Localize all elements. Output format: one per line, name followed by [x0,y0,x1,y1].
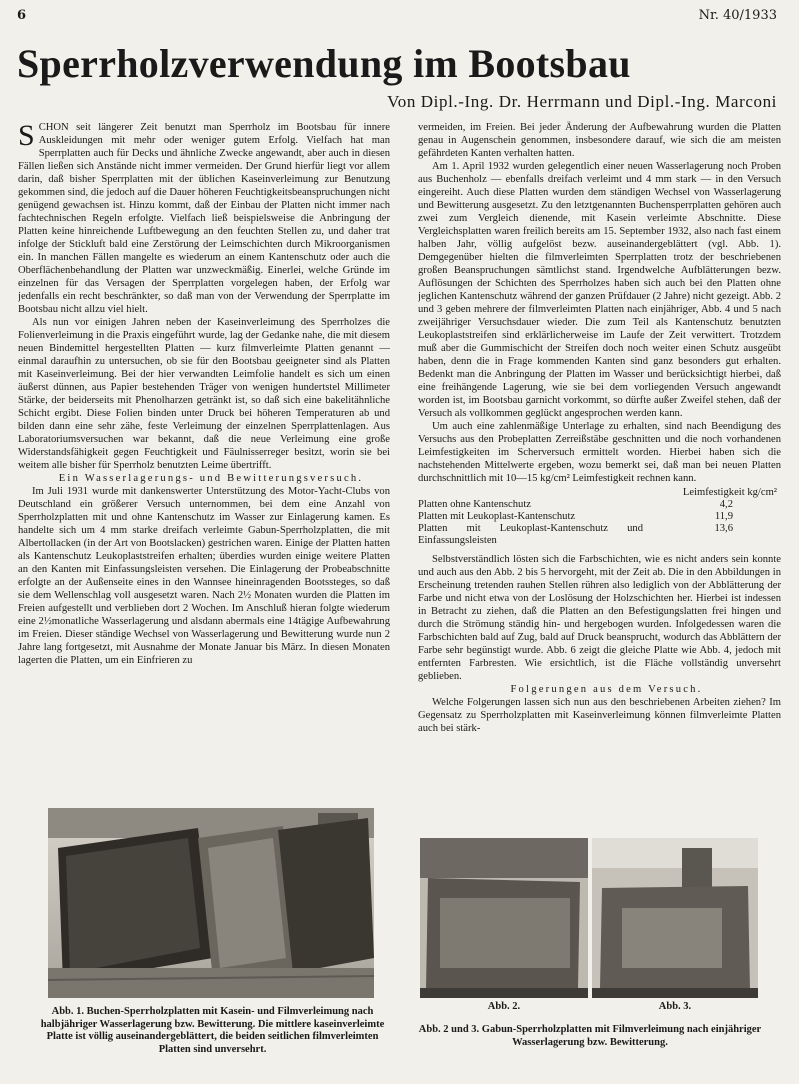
issue-number: Nr. 40/1933 [698,8,777,23]
section-heading: Ein Wasserlagerungs- und Bewitterungsversuch. [58,473,364,484]
photo-abb-1 [48,808,374,998]
table-header-row [418,487,781,499]
paragraph: Am 1. April 1932 wurden gelegentlich einer neuen Wasserlagerung noch Proben aus Buchenholz — ebenfalls dreifach verleimt und 4 mm stark — in den Versuch eingereiht. Auch diese Platten wurden dem ständigen Wechsel von Wasserlagerung und Bewitterung ausgesetzt. Zu den letztgenannten Buchensperrplatten gehören auch zwei zum Vergleich dienende, mit Kasein verleimte Abschnitte. Diese Vergleichsplatten waren freilich bereits am 15. September 1932, also nach fast einem halben Jahr, völlig aufgelöst bezw. auseinandergeblättert (vgl. Abb. 1). Demgegenüber hielten die filmverleimten Sperrplatten trotz der beschriebenen großen Beanspruchungen sämtlichst stand. Irgendwelche Aufblätterungen bezw. Auflösungen der Schichten des Sperrholzes haben sich auch bei den Platten ohne jeglichen Kantenschutz während der ganzen Prüfdauer (2 Jahre) nicht gezeigt. Abb. 2 und 3 geben mehrere der filmverleimten Platten nach einjähriger, Abb. 4 und 5 nach zweijähriger Versuchsdauer wieder. Die zum Teil als Kantenschutz benutzten Leukoplaststreifen sind erklärlicherweise im Laufe der Zeit verwittert. Trotzdem muß aber die Gummischicht der Streifen doch noch weiter einen Schutz ausgeübt haben, denn die in Frage kommenden Kanten sind ganz besonders gut erhalten. Bedenkt man die Anbringung der Platten im Wasser und berücksichtigt hierbei, daß eine freihängende Lagerung, wie sie bei dem vorliegenden Versuch angewandt worden ist, im Bootsbau garnicht vorkommt, so dürfte außer Zweifel stehen, daß der Versuch als vollkommen geglückt angesprochen werden kann. [418,161,781,419]
paragraph: Selbstverständlich lösten sich die Farbschichten, wie es nicht anders sein konnte und auch aus den Abb. 2 bis 5 hervorgeht, mit der Zeit ab. Die in den Abbildungen in Erscheinung tretenden rauhen Stellen rühren also lediglich von der Abblätterung der Farbe und nicht etwa von der Loslösung der Holzschichten her. Hierbei ist indessen in Betracht zu ziehen, daß die Platten an den Befestigungslatten frei hingen und durch die Strömung ständig hin- und hergebogen wurden. Infolgedessen waren die Farbschichten bald auf Zug, bald auf Druck beansprucht, wodurch das Abblättern der Farbe sehr begünstigt wurde. Abb. 6 zeigt die gleiche Platte wie Abb. 4, jedoch mit entfernten Farbresten. Wie ersichtlich, ist die Fläche vollständig unversehrt geblieben. [418,554,781,682]
photo-abb-2-image [420,838,588,998]
paragraph: Im Juli 1931 wurde mit dankenswerter Unterstützung des Motor-Yacht-Clubs von Deutschland ein größerer Versuch unternommen, bei dem eine Anzahl von Sperrholzplatten mit und ohne Kantenschutz im Wasser zur Einlagerung kamen. Es handelte sich um 4 mm starke dreifach verleimte Gabun-Sperrholzplatten, die mit Albertollacken (in der Art von Bootslacken) gestrichen waren. Einige der Platten hatten als Kantenschutz Leukoplaststreifen erhalten; überdies wurden einige weitere Platten an den Kanten mit Einfassungsleisten versehen. Die Einlagerung der Probeabschnitte erfolgte an der Außenseite eines in den Wannsee hineinragenden Bootssteges, so daß sie dem Wellenschlag voll ausgesetzt waren. Nach 2½ Monaten wurden die Platten im Freien aufgestellt und verblieben dort 2 Wochen. Im Anschluß hieran folgte wiederum eine 2½monatliche Wasserlagerung und alsdann abermals eine 14tägige Aufbewahrung im Freien. Dieser ständige Wechsel von Wasserlagerung und Bewitterung wurde nun 2 Jahre lang fortgesetzt, mit Ausnahme der Monate Januar bis März. In diesen Monaten lagerten die Platten, um ein Einfrieren zu [18,486,390,666]
paragraph: Als nun vor einigen Jahren neben der Kaseinverleimung des Sperrholzes die Folienverleimung in die Praxis eingeführt wurde, lag der Gedanke nahe, die mit diesem neuen Bindemittel hergestellten Platten — kurz filmverleimte Platten genannt — einmal daraufhin zu untersuchen, ob sie für den Bootsbau geeigneter sind als Platten mit Kaseinverleimung. Bei der hier verwandten Leimfolie handelt es sich um einen äußerst dünnen, aus Papier bestehenden Träger von wenigen hundertstel Millimeter Stärke, der beiderseits mit Phenolharzen getränkt ist, so daß sich eine bakelitähnliche Schicht ergibt. Diese Folien binden unter Druck bei höheren Temperaturen ab und bilden dann eine sehr zähe, feste Verleimung der einzelnen Sperrplattenlagen. Aus Laboratoriumsversuchen war bekannt, daß die neue Verleimung eine große Widerstandsfähigkeit gegen Feuchtigkeit und Fäulnisserreger besitzt, worin sie bei weitem alle bisher für Sperrholz benutzten Leime übertrifft. [18,317,390,471]
paragraph-intro [18,121,390,316]
table-header: Leimfestigkeit kg/cm² [682,487,777,498]
table-row [418,499,781,511]
table-row-value: 11,9 [714,511,733,522]
table-row [418,523,781,547]
caption-abb-1: Abb. 1. Buchen-Sperrholzplatten mit Kasein- und Filmverleimung nach halbjähriger Wasserlagerung bzw. Bewitterung. Die mittlere kaseinverleimte Platte ist völlig auseinandergeblättert, die beiden seitlichen filmverleimten Platten sind unversehrt. [40,1006,385,1055]
paragraph: Welche Folgerungen lassen sich nun aus den beschriebenen Arbeiten ziehen? Im Gegensatz zu Sperrholzplatten mit Kaseinverleimung können filmverleimte Platten auch bei stärk- [418,697,781,734]
label-abb-3: Abb. 3. [658,1001,692,1012]
table-row-value: 4,2 [719,499,733,510]
drop-cap: S [18,121,35,152]
photo-abb-1-image [48,808,374,998]
article-authors: Von Dipl.-Ing. Dr. Herrmann und Dipl.-Ing. Marconi [387,92,777,111]
strength-table [418,487,781,547]
photo-abb-3-image [592,838,758,998]
photo-abb-3 [592,838,758,998]
table-row [418,511,781,523]
page-number: 6 [17,8,27,23]
paragraph: Um auch eine zahlenmäßige Unterlage zu erhalten, sind nach Beendigung des Versuchs aus den Probeplatten Zerreißstäbe geschnitten und die noch vorhandenen Leimfestigkeiten im Scherversuch ermittelt worden. Hierbei haben sich die nachstehenden Mittelwerte ergeben, wozu bemerkt sei, daß man bei neuen Platten durchschnittlich mit 10—15 kg/cm² Leimfestigkeit rechnen kann. [418,421,781,484]
text-column-right [418,121,781,841]
table-row-label: Platten mit Leukoplast-Kantenschutz [418,511,576,522]
table-row-label: Platten ohne Kantenschutz [418,499,531,510]
paragraph-intro-text: CHON seit längerer Zeit benutzt man Sperrholz im Bootsbau für innere Auskleidungen mit mehr oder weniger gutem Erfolg. Vielfach hat man Sperrplatten auch für Decks und ähnliche Zwecke angewandt, aber auch in diesen Fällen ließen sich Anstände nicht immer vermeiden. Der Grund hierfür liegt vor allem darin, daß bisher Sperrplatten mit der üblichen Kaseinverleimung zur Benutzung gekommen sind, die jedoch auf die Dauer höheren Feuchtigkeitsbeanspruchungen nicht genügend gewachsen ist. Hinzu kommt, daß der Einbau der Platten nicht immer nach fachtechnischen Regeln erfolgte. Vielfach ließ beispielsweise die Anbringung der Platten keine hinreichende Luftbewegung an den feuchten Stellen zu, und daher trat infolge der Stickluft bald eine Zerstörung der Leimschichten durch Mikroorganismen ein. In manchen Fällen mangelte es wiederum an einem Kantenschutz oder auch die Oberflächenbehandlung der Platten war unzweckmäßig. Einerlei, welche Gründe im einzelnen für das Versagen der Sperrplatten vorgelegen haben, der Erfolg war jedenfalls ein recht beschränkter, so daß man von der Verwendung der Sperrplatte im Bootsbau nicht allzu viel hielt. [18,122,390,315]
caption-abb-2-3: Abb. 2 und 3. Gabun-Sperrholzplatten mit Filmverleimung nach einjähriger Wasserlagerung bzw. Bewitterung. [418,1024,762,1048]
text-column-left [18,121,390,801]
label-abb-2: Abb. 2. [487,1001,521,1012]
photo-abb-2 [420,838,588,998]
table-row-value: 13,6 [714,523,733,534]
paragraph: vermeiden, im Freien. Bei jeder Änderung der Aufbewahrung wurden die Platten genau in Augenschein genommen, insbesondere darauf, wie sich die am meisten gefährdeten Kanten verhalten hatten. [418,122,781,159]
section-heading: Folgerungen aus dem Versuch. [510,684,703,695]
table-row-label: Platten mit Leukoplast-Kantenschutz und Einfassungsleisten [418,523,643,546]
article-title: Sperrholzverwendung im Bootsbau [17,41,631,86]
